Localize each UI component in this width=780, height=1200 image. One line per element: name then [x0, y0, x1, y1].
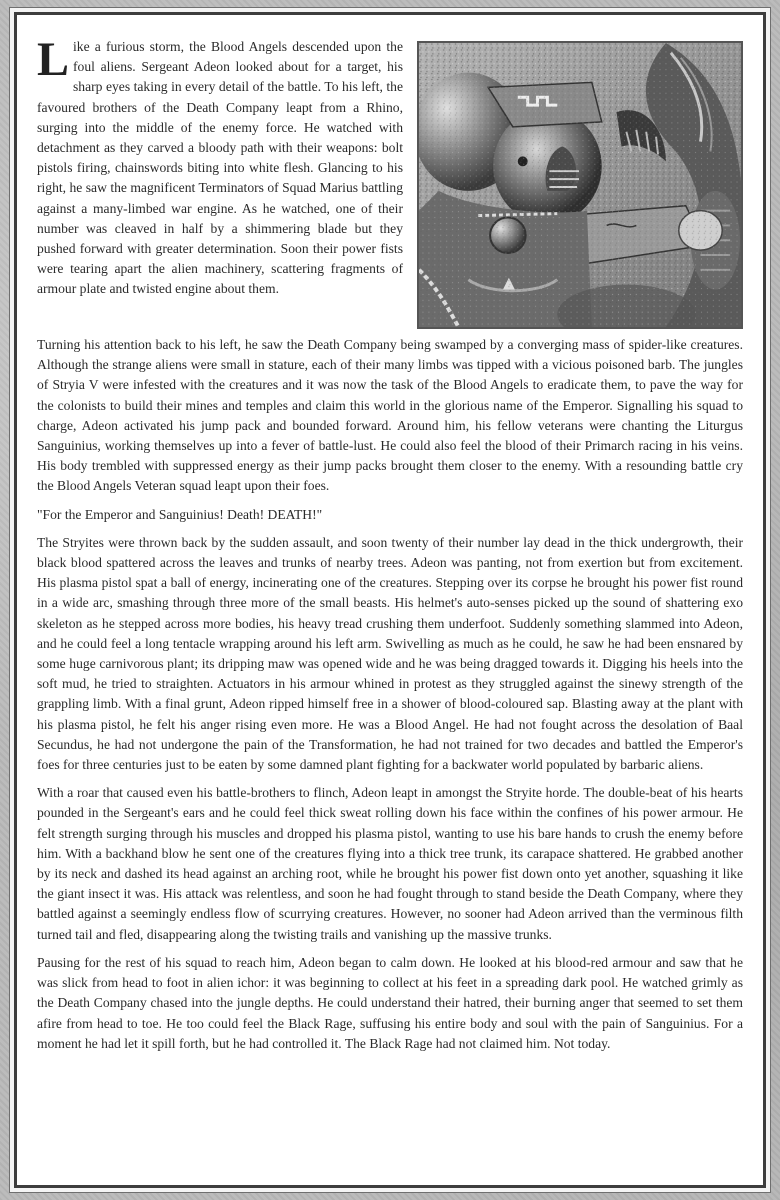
space-marine-illustration-icon [417, 41, 743, 329]
illustration-art [419, 43, 741, 327]
paragraph: Pausing for the rest of his squad to reach him, Adeon began to calm down. He looked at his blood-red armour and saw that he was slick from head to foot in alien ichor: it was beginning to collect at his feet in a spreading dark pool. He watched grimly as the Death Company chased into the jungle depths. He could understand their hatred, their burning anger that seemed to set them afire from head to toe. He too could feel the Black Rage, suffusing his entire body and soul with the pain of Sanguinius. For a moment he had let it spill forth, but he had controlled it. The Black Rage had not claimed him. Not today. [37, 954, 743, 1051]
paragraph: With a roar that caused even his battle-brothers to flinch, Adeon leapt in amongst the Stryite horde. The double-beat of his hearts pounded in the Sergeant's ears and he could feel thick sweat rolling down his face within the confines of his power armour. He felt strength surging through his muscles and dropped his plasma pistol, wanting to use his bare hands to crush the enemy before him. With a backhand blow he sent one of the creatures flying into a thick tree trunk, its carapace shattered. He grabbed another by its neck and dashed its head against an arching root, while he brought his power fist down onto yet another, squashing it like the giant insect it was. His attack was relentless, and soon he had fought through to stand beside the Death Company, where they battled against a seemingly endless flow of scurrying creatures. However, no sooner had Adeon arrived than the verminous filth turned tail and fled, disappearing along the twisting trails and vanishing up the massive trunks. [37, 785, 743, 942]
page-frame-outer [9, 7, 771, 1193]
paragraph: The Stryites were thrown back by the sudden assault, and soon twenty of their number lay dead in the thick undergrowth, their black blood spattered across the leaves and trunks of nearby trees. Adeon was panting, not from exertion but from excitement. His plasma pistol spat a ball of energy, incinerating one of the creatures. Stepping over its corpse he brought his power fist round in a wide arc, smashing through three more of the small beasts. His helmet's auto-senses picked up the sound of shattering exo skeleton as he stepped across more bodies, his heavy tread crushing them underfoot. Suddenly something slammed into Adeon, and he could feel a long tentacle wrapping around his left arm. Swivelling as much as he could, he saw he had been ensnared by some huge carnivorous plant; its dripping maw was opened wide and he was being dragged towards it. Digging his heels into the soft mud, he tried to straighten. Actuators in his armour whined in protest as they struggled against the sinewy strength of the grappling limb. With a final grunt, Adeon ripped himself free in a shower of blood-coloured sap. Blasting away at the plant with his plasma pistol, he felt his anger rising even more. He was a Blood Angel. He had not fought across the desolation of Baal Secundus, he had not undergone the pain of the Transformation, he had not trained for two decades and battled the Emperor's foes for three centuries just to be eaten by some damned plant fighting for a backwater world populated by barbaric aliens. [37, 534, 743, 773]
page-frame-inner [14, 12, 766, 1188]
drop-cap: L [37, 33, 70, 86]
paragraph: Turning his attention back to his left, he saw the Death Company being swamped by a converging mass of spider-like creatures. Although the strange aliens were small in stature, each of their many limbs was tipped with a vicious poisoned barb. The jungles of Stryia V were infested with the creatures and it was now the task of the Blood Angels to eradicate them, to pave the way for the colonists to build their mines and temples and claim this world in the glorious name of the Emperor. Signalling his squad to charge, Adeon activated his jump pack and bounded forward. Around him, his fellow veterans were chanting the Liturgus Sanguinius, working themselves up into a fever of battle-lust. He could also feel the blood of their Primarch racing in his veins. His body trembled with suppressed energy as their jump packs brought them closer to the enemy. With a resounding battle cry the Blood Angels Veteran squad leapt upon their foes. [37, 337, 743, 494]
story-page [37, 33, 743, 1165]
battle-cry-quote: "For the Emperor and Sanguinius! Death! DEATH!" [37, 506, 323, 522]
paragraph-text: ike a furious storm, the Blood Angels descended upon the foul aliens. Sergeant Adeon looked about for a target, his sharp eyes taking in every detail of the battle. To his left, the favoured brothers of the Death Company leapt from a Rhino, surging into the middle of the enemy force. He watched with detachment as they carved a bloody path with their weapons: bolt pistols firing, chainswords biting into white flesh. Glancing to his right, he saw the magnificent Terminators of Squad Marius battling against a many-limbed war engine. As he watched, one of their number was cleaved in half by a shimmering blade but they pushed forward with greater determination. Soon their power fists were tearing apart the alien machinery, scattering fragments of armour plate and twisted engine about them. [37, 39, 403, 297]
